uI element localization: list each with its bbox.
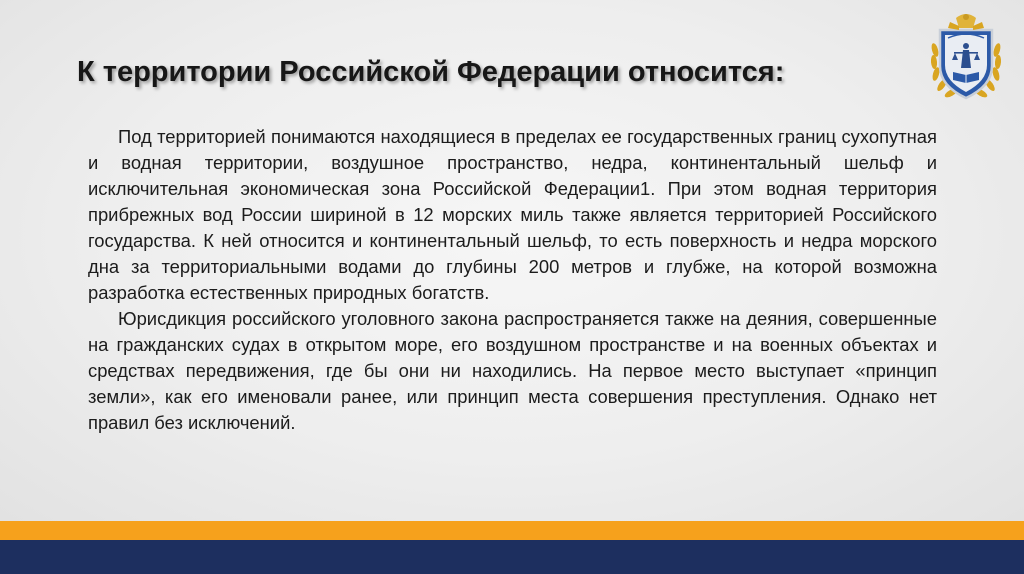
footer-navy-band	[0, 540, 1024, 574]
footer-orange-band	[0, 521, 1024, 540]
body-paragraph-jurisdiction: Юрисдикция российского уголовного закона распространяется также на деяния, совершенные на гражданских судах в открытом море, его воздушном пространстве и на военных объектах и средствах передвижения, где бы они ни находились. На первое место выступает «принцип земли», как его именовали ранее, или принцип места совершения преступления. Однако нет правил без исключений.	[88, 308, 937, 433]
academy-emblem-icon	[926, 8, 1006, 104]
slide-title: К территории Российской Федерации относится:	[77, 56, 785, 88]
body-paragraph-territory: Под территорией понимаются находящиеся в пределах ее государственных границ сухопутная и водная территории, воздушное пространство, недра, континентальный шельф и исключительная экономическая зона Российской Федерации1. При этом водная территория прибрежных вод России шириной в 12 морских миль также является территорией Российского государства. К ней относится и континентальный шельф, то есть поверхность и недра морского дна за территориальными водами до глубины 200 метров и глубже, на которой возможна разработка естественных природных богатств.	[88, 126, 937, 303]
slide-body	[88, 124, 937, 436]
